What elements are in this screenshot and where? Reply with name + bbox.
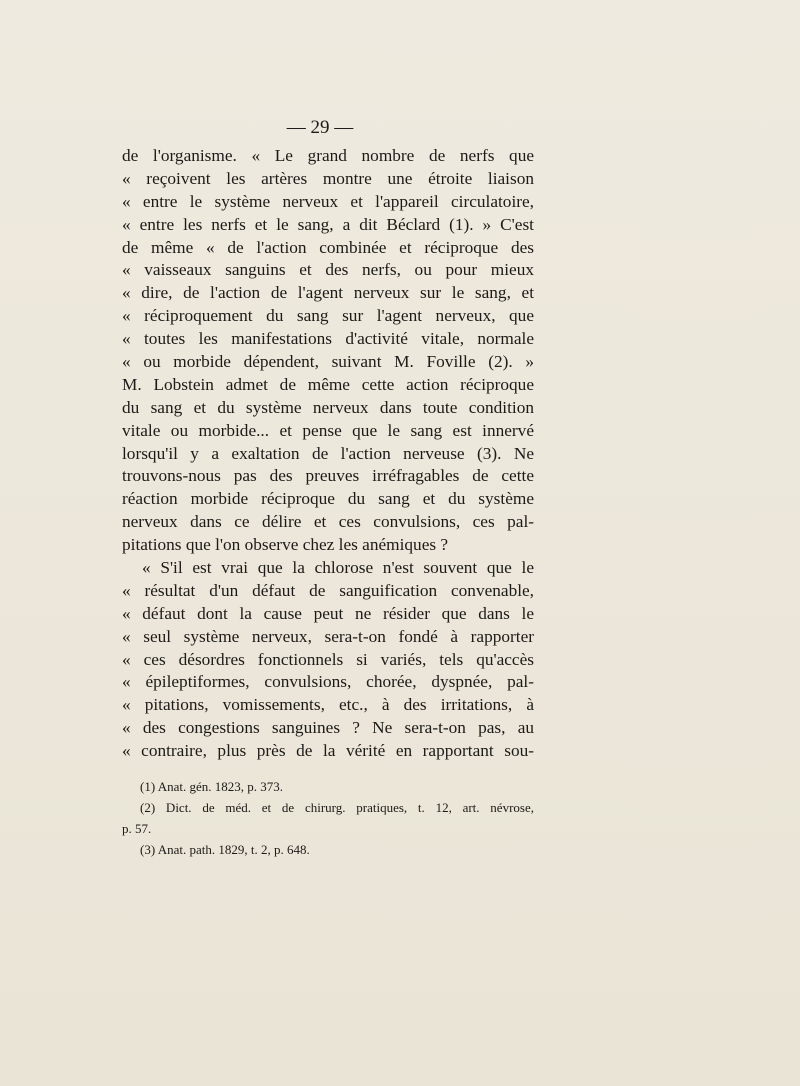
footnote: (3) Anat. path. 1829, t. 2, p. 648. bbox=[140, 842, 310, 857]
text-line: de même « de l'action combinée et réciproque des bbox=[122, 237, 534, 257]
text-line: « toutes les manifestations d'activité vitale, normale bbox=[122, 329, 534, 349]
text-line: « pitations, vomissements, etc., à des irritations, à bbox=[122, 695, 534, 715]
text-line: « dire, de l'action de l'agent nerveux sur le sang, et bbox=[122, 283, 534, 303]
body-text bbox=[122, 145, 534, 763]
text-line: trouvons-nous pas des preuves irréfragables de cette bbox=[122, 466, 534, 486]
text-line: « entre les nerfs et le sang, a dit Béclard (1). » C'est bbox=[122, 214, 534, 234]
text-line: nerveux dans ce délire et ces convulsions, ces pal- bbox=[122, 512, 534, 532]
footnote: (2) Dict. de méd. et de chirurg. pratiques, t. 12, art. névrose, bbox=[140, 800, 534, 815]
footnotes bbox=[122, 776, 534, 860]
text-line: M. Lobstein admet de même cette action réciproque bbox=[122, 374, 534, 394]
text-line: « résultat d'un défaut de sanguification convenable, bbox=[122, 580, 534, 600]
text-line: « réciproquement du sang sur l'agent nerveux, que bbox=[122, 306, 534, 326]
footnote: p. 57. bbox=[122, 821, 152, 836]
text-line: « entre le système nerveux et l'appareil circulatoire, bbox=[122, 191, 534, 211]
text-line: « reçoivent les artères montre une étroite liaison bbox=[122, 168, 534, 188]
text-line: « vaisseaux sanguins et des nerfs, ou pour mieux bbox=[122, 260, 534, 280]
text-line: de l'organisme. « Le grand nombre de nerfs que bbox=[122, 146, 534, 165]
text-line: « défaut dont la cause peut ne résider que dans le bbox=[122, 603, 534, 623]
footnote: (1) Anat. gén. 1823, p. 373. bbox=[140, 779, 283, 794]
page-number: — 29 — bbox=[286, 117, 354, 138]
text-line: vitale ou morbide... et pense que le sang est innervé bbox=[122, 420, 534, 440]
text-line: « des congestions sanguines ? Ne sera-t-on pas, au bbox=[122, 718, 534, 738]
text-line: « épileptiformes, convulsions, chorée, dyspnée, pal- bbox=[122, 672, 534, 692]
text-line: « S'il est vrai que la chlorose n'est souvent que le bbox=[142, 558, 534, 578]
text-line: « seul système nerveux, sera-t-on fondé à rapporter bbox=[122, 626, 534, 646]
text-line: « ces désordres fonctionnels si variés, tels qu'accès bbox=[122, 649, 534, 669]
text-line: pitations que l'on observe chez les anémiques ? bbox=[122, 535, 449, 555]
text-line: lorsqu'il y a exaltation de l'action nerveuse (3). Ne bbox=[122, 443, 534, 463]
text-line: du sang et du système nerveux dans toute condition bbox=[122, 397, 534, 417]
text-line: « contraire, plus près de la vérité en rapportant sou- bbox=[122, 741, 534, 761]
text-line: « ou morbide dépendent, suivant M. Foville (2). » bbox=[122, 352, 534, 372]
text-line: réaction morbide réciproque du sang et du système bbox=[122, 489, 534, 509]
